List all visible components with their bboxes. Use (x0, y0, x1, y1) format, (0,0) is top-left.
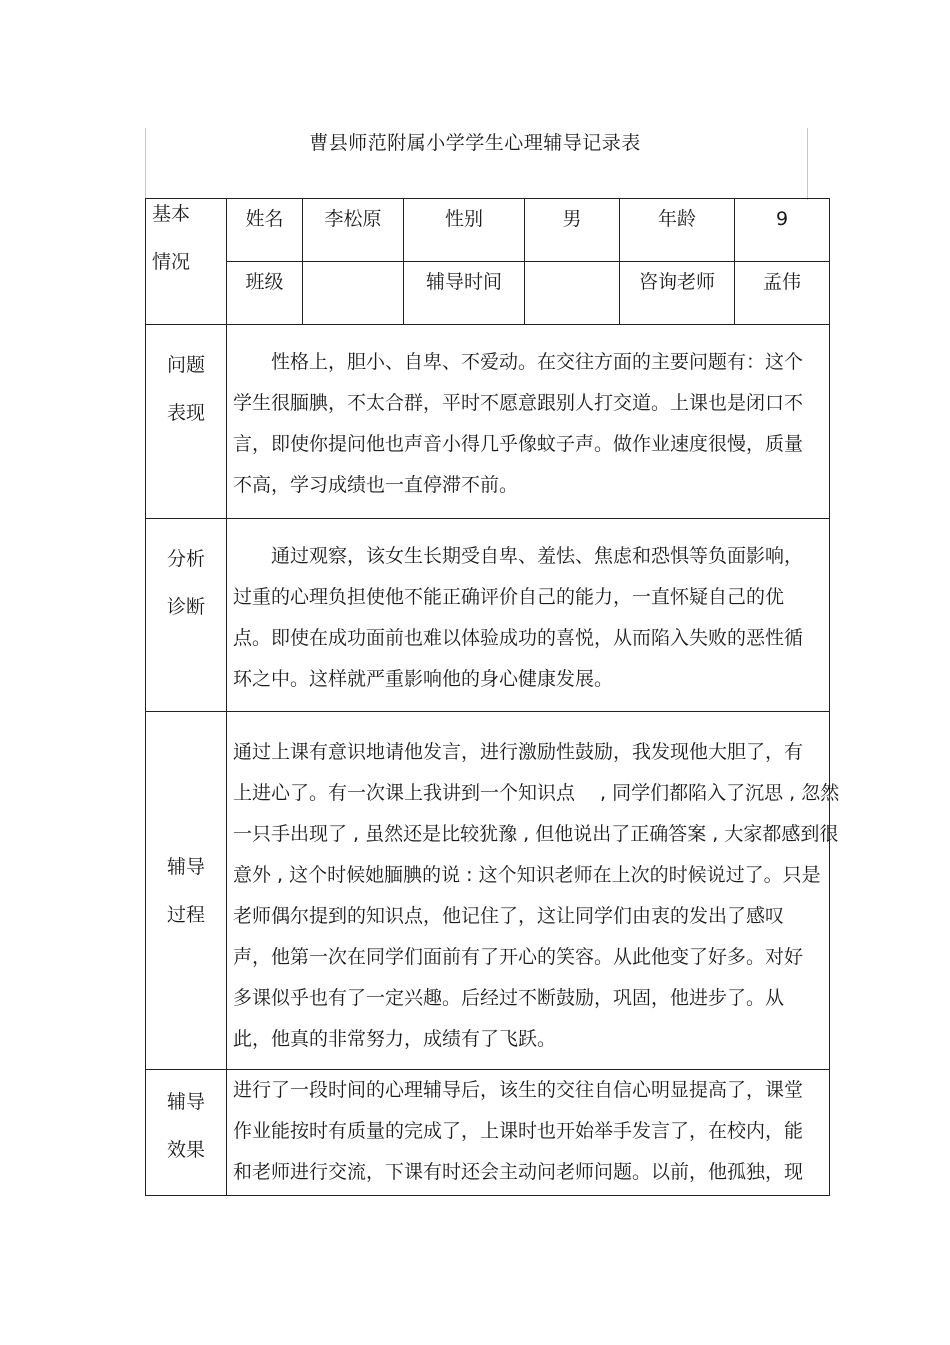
effect-text-line: 作业能按时有质量的完成了，上课时也开始举手发言了，在校内，能 (233, 1120, 804, 1142)
process-text-line: 上进心了。有一次课上我讲到一个知识点 , 同学们都陷入了沉思 , 忽然 (233, 782, 840, 804)
problem-text-line: 性格上，胆小、自卑、不爱动。在交往方面的主要问题有：这个 (271, 351, 804, 373)
process-text-line: 老师偶尔提到的知识点，他记住了，这让同学们由衷的发出了感叹 (233, 905, 785, 927)
gender-value: 男 (525, 199, 620, 262)
problem-label-line2: 表现 (166, 402, 205, 424)
process-text-line: 多课似乎也有了一定兴趣。后经过不断鼓励，巩固，他进步了。从 (233, 987, 785, 1009)
process-row (146, 712, 830, 1070)
effect-text-line: 进行了一段时间的心理辅导后，该生的交往自信心明显提高了，课堂 (233, 1079, 804, 1101)
analysis-text-line: 通过观察，该女生长期受自卑、羞怯、焦虑和恐惧等负面影响， (271, 545, 804, 567)
effect-text-line: 和老师进行交流，下课有时还会主动问老师问题。以前，他孤独，现 (233, 1161, 804, 1183)
gender-label: 性别 (404, 199, 525, 262)
process-text-line: 声，他第一次在同学们面前有了开心的笑容。从此他变了好多。对好 (233, 946, 804, 968)
process-text-line: 意外 , 这个时候她腼腆的说 : 这个知识老师在上次的时候说过了。只是 (233, 864, 821, 886)
counselor-value: 孟伟 (735, 262, 830, 325)
age-label: 年龄 (620, 199, 735, 262)
process-text-line: 通过上课有意识地请他发言，进行激励性鼓励，我发现他大胆了，有 (233, 741, 804, 763)
counselor-label: 咨询老师 (620, 262, 735, 325)
analysis-text-cell (227, 519, 830, 712)
problem-label-line1: 问题 (166, 354, 205, 376)
process-label-line2: 过程 (166, 903, 205, 926)
basic-row-1 (146, 199, 830, 262)
name-label: 姓名 (227, 199, 303, 262)
age-value: 9 (735, 199, 830, 262)
page-title: 曹县师范附属小学学生心理辅导记录表 (309, 132, 641, 154)
analysis-label-line1: 分析 (166, 548, 205, 570)
analysis-text-line: 点。即使在成功面前也难以体验成功的喜悦，从而陷入失败的恶性循 (233, 627, 804, 649)
problem-text-line: 不高，学习成绩也一直停滞不前。 (233, 474, 519, 496)
problem-text-line: 言，即使你提问他也声音小得几乎像蚊子声。做作业速度很慢，质量 (233, 433, 804, 455)
process-label-cell (146, 712, 227, 1070)
basic-row-2 (146, 262, 830, 325)
record-table (145, 198, 840, 1196)
effect-text-cell (227, 1070, 830, 1196)
effect-label-cell (146, 1070, 227, 1196)
effect-row (146, 1070, 830, 1196)
process-label-line1: 辅导 (166, 855, 205, 878)
problem-label-cell (146, 325, 227, 519)
counseling-time-value (525, 262, 620, 325)
class-value (303, 262, 404, 325)
basic-info-label-cell (146, 199, 227, 325)
effect-label-line1: 辅导 (166, 1091, 205, 1113)
basic-info-label-line1: 基本 (152, 203, 191, 225)
analysis-text-line: 过重的心理负担使他不能正确评价自己的能力，一直怀疑自己的优 (233, 586, 785, 608)
name-value: 李松原 (303, 199, 404, 262)
counseling-time-label: 辅导时间 (404, 262, 525, 325)
problem-text-cell (227, 325, 830, 519)
problem-text-line: 学生很腼腆，不太合群，平时不愿意跟别人打交道。上课也是闭口不 (233, 392, 804, 414)
basic-info-label-line2: 情况 (152, 251, 191, 273)
analysis-label-cell (146, 519, 227, 712)
problem-row (146, 325, 830, 519)
analysis-text-line: 环之中。这样就严重影响他的身心健康发展。 (233, 668, 614, 690)
process-text-line: 一只手出现了 , 虽然还是比较犹豫 , 但他说出了正确答案 , 大家都感到很 (233, 823, 839, 845)
analysis-row (146, 519, 830, 712)
process-text-cell (227, 712, 840, 1070)
class-label: 班级 (227, 262, 303, 325)
analysis-label-line2: 诊断 (166, 596, 205, 618)
process-text-line: 此，他真的非常努力，成绩有了飞跃。 (233, 1028, 557, 1050)
effect-label-line2: 效果 (166, 1139, 205, 1161)
